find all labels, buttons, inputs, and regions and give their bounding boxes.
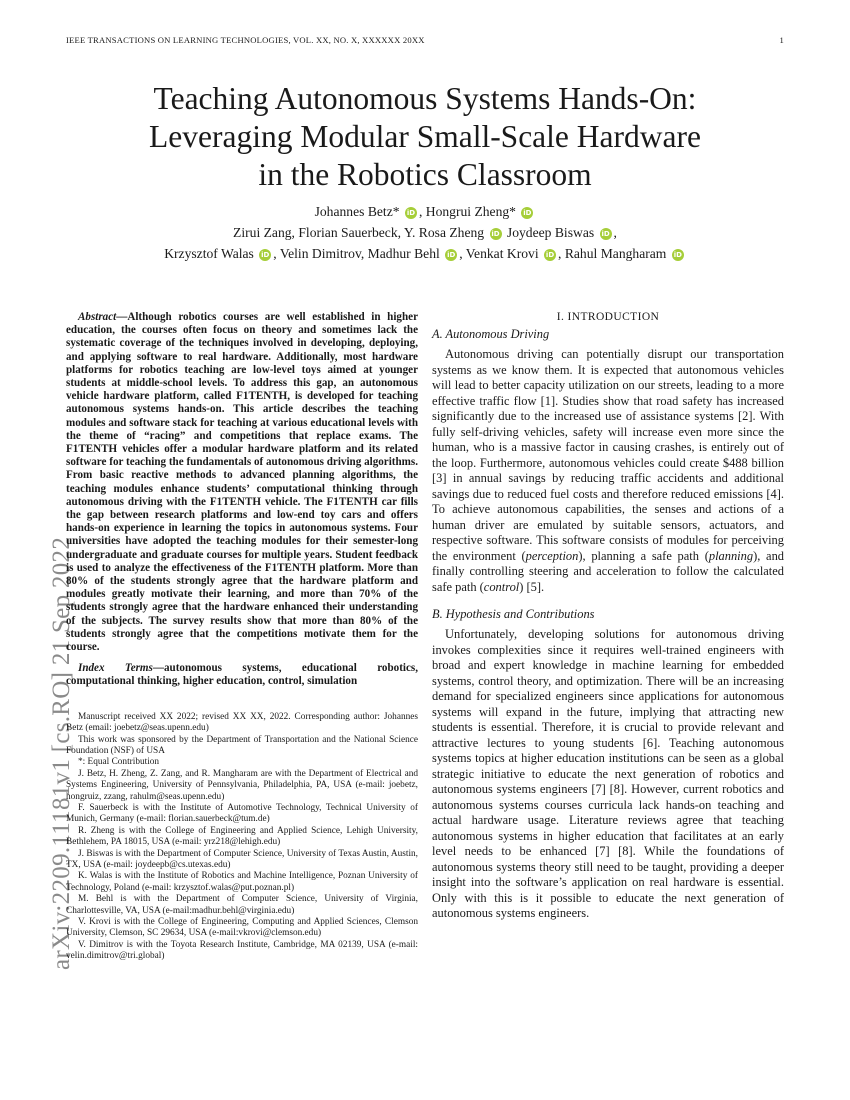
orcid-icon[interactable]: iD	[545, 251, 555, 259]
author-name: Joydeep Biswas	[506, 225, 595, 240]
footnote-affiliation: J. Biswas is with the Department of Computer Science, University of Texas Austin, Austin, TX, USA (e-mail: joydeepb@cs.utexas.edu)	[66, 848, 418, 870]
subsection-heading-hypothesis: B. Hypothesis and Contributions	[432, 607, 595, 621]
paragraph-text: ), and finally controlling steering and acceleration to follow the calculated safe path (	[432, 548, 785, 594]
author-names: Velin Dimitrov, Madhur Behl	[279, 246, 440, 261]
orcid-icon[interactable]: iD	[601, 230, 610, 238]
author-names: Zirui Zang, Florian Sauerbeck, Y. Rosa Zheng	[233, 225, 485, 240]
emphasis-term: planning	[708, 548, 754, 563]
subsection-heading-autonomous-driving: A. Autonomous Driving	[432, 327, 550, 341]
journal-name: IEEE TRANSACTIONS ON LEARNING TECHNOLOGIES, VOL. XX, NO. X, XXXXXX 20XX	[66, 35, 425, 45]
orcid-icon[interactable]: iD	[261, 251, 270, 259]
footnote-affiliation: V. Dimitrov is with the Toyota Research Institute, Cambridge, MA 02139, USA (e-mail: velin.dimitrov@tri.global)	[66, 939, 418, 962]
index-terms-label: Index Terms	[78, 662, 153, 675]
orcid-icon[interactable]: iD	[447, 251, 456, 259]
paragraph-autonomous-driving	[432, 347, 784, 595]
author-line-1: Johannes Betz* iD , Hongrui Zheng* iD	[314, 204, 532, 219]
index-terms	[66, 662, 418, 688]
author-line-2: Zirui Zang, Florian Sauerbeck, Y. Rosa Zheng iD Joydeep Biswas iD ,	[233, 225, 617, 240]
title-line-2: Leveraging Modular Small-Scale Hardware	[149, 119, 701, 154]
abstract	[66, 311, 418, 654]
paragraph-text: ), planning a safe path (	[578, 548, 709, 563]
paragraph-text: Autonomous driving can potentially disrupt our transportation systems as we know them. It is expected that autonomous vehicles will lead to better capacity utilization on our streets, leading to a more effective traffic flow [1]. Studies show that road safety has increased significantly due to the increased use of assistance systems [2]. With fully self-driving vehicles, safety will increase even more since the human, who is a massive factor in causing crashes, is entirely out of the loop. Furthermore, autonomous vehicles could create $488 billion [3] in annual savings by reducing traffic accidents and additional savings due to reduced fuel costs and therefore reduced emissions [4]. To achieve autonomous capabilities, the senses and actions of a human driver are emulated by suitable sensors, actuators, and respective software. This software consists of modules for perceiving the environment (	[432, 347, 784, 563]
arxiv-identifier-stamp[interactable]: arXiv:2209.11181v1 [cs.RO] 21 Sep 2022	[48, 536, 75, 970]
author-name: Rahul Mangharam	[564, 246, 667, 261]
page-number: 1	[779, 35, 784, 45]
paragraph-text: ) [5].	[519, 579, 545, 594]
footnote-affiliation: K. Walas is with the Institute of Robotics and Machine Intelligence, Poznan University of Technology, Poland (e-mail: krzysztof.walas@put.poznan.pl)	[66, 871, 418, 893]
abstract-text: —Although robotics courses are well established in higher education, the courses often focus on theory and sometimes lack the systematic coverage of the techniques involved in developing, deploying, and applying software to real hardware. Additionally, most hardware platforms for robotics teaching are low-level toys aimed at younger students at middle-school levels. To address this gap, an autonomous vehicle hardware platform, called F1TENTH, is developed for teaching autonomous systems hands-on. This article describes the teaching modules and software stack for teaching at various educational levels with the theme of “racing” and competitions that replace exams. The F1TENTH vehicles offer a modular hardware platform and its related software for teaching the fundamentals of autonomous driving algorithms. From basic reactive methods to advanced planning algorithms, the teaching modules enhance students’ computational thinking through autonomous driving with the F1TENTH vehicle. The F1TENTH car fills the gap between research platforms and low-end toy cars and offers hands-on experience in learning the topics in autonomous systems. Four universities have adopted the teaching modules for their semester-long undergraduate and graduate courses for multiple years. Student feedback is used to analyze the effectiveness of the F1TENTH platform. More than 80% of the students strongly agree that the hardware platform and modules greatly motivate their learning, and more than 70% of the students strongly agree that the hardware enhanced their understanding of the subjects. The survey results show that more than 80% of the students strongly agree that the competitions motivate them for the course.	[66, 311, 418, 654]
footnotes	[66, 712, 418, 963]
abstract-label: Abstract	[78, 311, 117, 323]
paper-title	[60, 80, 790, 194]
author-name: Hongrui Zheng*	[425, 204, 516, 219]
orcid-icon[interactable]: iD	[523, 209, 532, 217]
author-list	[40, 201, 810, 264]
footnote-sponsor: This work was sponsored by the Department of Transportation and the National Science Foundation (NSF) of USA	[66, 734, 418, 756]
footnote-affiliation: M. Behl is with the Department of Computer Science, University of Virginia, Charlottesville, VA, USA (e-mail:madhur.behl@virginia.edu)	[66, 894, 418, 916]
orcid-icon[interactable]: iD	[491, 230, 500, 238]
footnote-equal-contribution: *: Equal Contribution	[78, 757, 160, 768]
emphasis-term: control	[483, 579, 520, 594]
orcid-icon[interactable]: iD	[406, 209, 416, 217]
emphasis-term: perception	[525, 548, 579, 563]
index-terms-text: —autonomous systems, educational robotics, computational thinking, higher education, control, simulation	[66, 662, 418, 688]
footnote-affiliation: J. Betz, H. Zheng, Z. Zang, and R. Mangharam are with the Department of Electrical and Systems Engineering, University of Pennsylvania, Philadelphia, PA, USA (e-mail: joebetz, hongruiz, zzang, rahulm@seas.upenn.edu)	[66, 768, 418, 802]
title-line-1: Teaching Autonomous Systems Hands-On:	[153, 81, 697, 116]
author-name: Venkat Krovi	[465, 246, 539, 261]
footnote-affiliation: V. Krovi is with the College of Engineering, Computing and Applied Sciences, Clemson University, Clemson, SC 29634, USA (e-mail:vkrovi@clemson.edu)	[66, 917, 418, 939]
right-column	[432, 311, 784, 922]
author-line-3: Krzysztof Walas iD , Velin Dimitrov, Madhur Behl iD , Venkat Krovi iD , Rahul Mangharam iD	[164, 246, 682, 261]
left-column	[66, 311, 418, 963]
footnote-affiliation: R. Zheng is with the College of Engineering and Applied Science, Lehigh University, Bethlehem, PA 18015, USA (e-mail: yrz218@lehigh.edu)	[66, 825, 418, 848]
title-line-3: in the Robotics Classroom	[258, 157, 592, 192]
footnote-affiliation: F. Sauerbeck is with the Institute of Automotive Technology, Technical University of Munich, Germany (e-mail: florian.sauerbeck@tum.de)	[66, 802, 418, 825]
author-name: Krzysztof Walas	[164, 246, 254, 261]
section-heading-introduction: I. INTRODUCTION	[556, 311, 660, 323]
author-name: Johannes Betz*	[314, 204, 400, 219]
paragraph-hypothesis: Unfortunately, developing solutions for autonomous driving invokes complexities since it requires well-trained engineers with broad and expert knowledge in machine learning for embedded systems, control theory, and optimization. There will be an increasing demand for specialized engineers since applications for autonomous systems will expand in the future, implying that attracting new students is essential. Therefore, it is crucial to provide relevant and attractive lectures to young students [6]. Teaching autonomous systems topics at higher education institutions can be seen as a global strategic initiative to educate the next generation of robotics and autonomous systems engineers [7] [8]. However, current robotics and autonomous systems courses curricula lack hands-on teaching and actual hardware usage. Literature reviews agree that teaching autonomous systems in higher education that facilitates at an early level needs to be enhanced [7] [8]. While the foundations of autonomous systems theory still need to be taught, providing a deeper insight into the software’s application on real hardware is essential. Only with this is it possible to educate the next generation of autonomous systems engineers.	[432, 627, 784, 920]
orcid-icon[interactable]: iD	[673, 251, 682, 259]
footnote-manuscript: Manuscript received XX 2022; revised XX XX, 2022. Corresponding author: Johannes Betz (email: joebetz@seas.upenn.edu)	[66, 711, 418, 734]
